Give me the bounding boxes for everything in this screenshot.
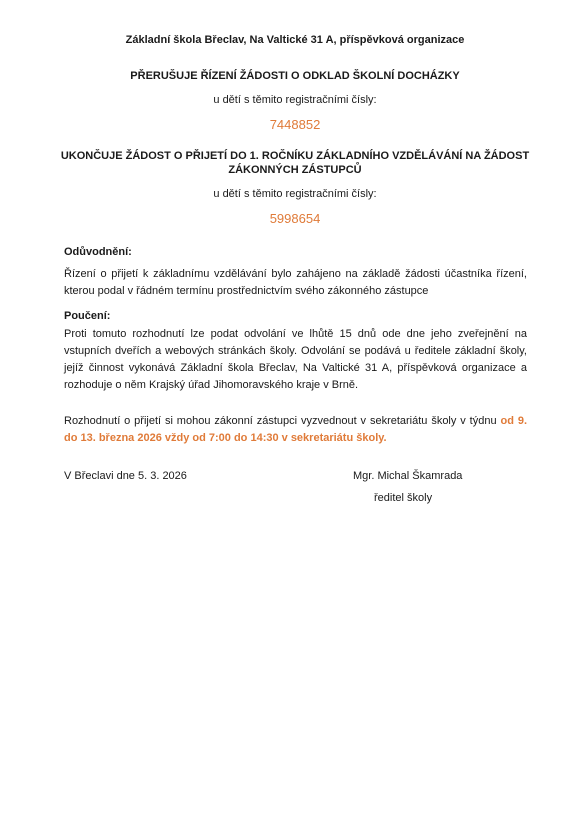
instruction-text: Proti tomuto rozhodnutí lze podat odvolání ve lhůtě 15 dnů ode dne jeho zveřejnění na vstupních dveřích a webových stránkách školy. Odvolání se podává u ředitele základní školy, jejíž činnost vykonává Základní škola Břeclav, Na Valtické 31 A, příspěvková organizace a rozhoduje o něm Krajský úřad Jihomoravského kraje v Brně. [64,328,527,391]
place-date: V Břeclavi dne 5. 3. 2026 [64,470,187,482]
section1-registration-number: 7448852 [269,117,321,132]
pickup-highlight: od 9. do 13. března 2026 vždy od 7:00 do 14:30 v sekretariátu školy. [64,415,528,444]
section1-title: PŘERUŠUJE ŘÍZENÍ ŽÁDOSTI O ODKLAD ŠKOLNÍ DOCHÁZKY [130,70,460,82]
section2-registration-number: 5998654 [269,211,321,226]
section2-subtitle: u dětí s těmito registračními čísly: [213,188,377,200]
reasoning-label: Odůvodnění: [64,246,132,258]
pickup-paragraph [64,413,527,447]
section2-title-line2: ZÁKONNÝCH ZÁSTUPCŮ [228,164,362,176]
section2-title-line1: UKONČUJE ŽÁDOST O PŘIJETÍ DO 1. ROČNÍKU ZÁKLADNÍHO VZDĚLÁVÁNÍ NA ŽÁDOST [60,150,530,162]
school-header: Základní škola Břeclav, Na Valtické 31 A, příspěvková organizace [125,34,465,46]
signatory-name: Mgr. Michal Škamrada [353,470,463,482]
signatory-role: ředitel školy [374,492,433,504]
section1-subtitle: u dětí s těmito registračními čísly: [213,94,377,106]
reasoning-text: Řízení o přijetí k základnímu vzdělávání bylo zahájeno na základě žádosti účastníka řízení, kterou podal v řádném termínu prostřednictvím svého zákonného zástupce [64,268,527,297]
instruction-label: Poučení: [64,310,111,322]
pickup-text: Rozhodnutí o přijetí si mohou zákonní zástupci vyzvednout v sekretariátu školy v týdnu [64,415,497,427]
